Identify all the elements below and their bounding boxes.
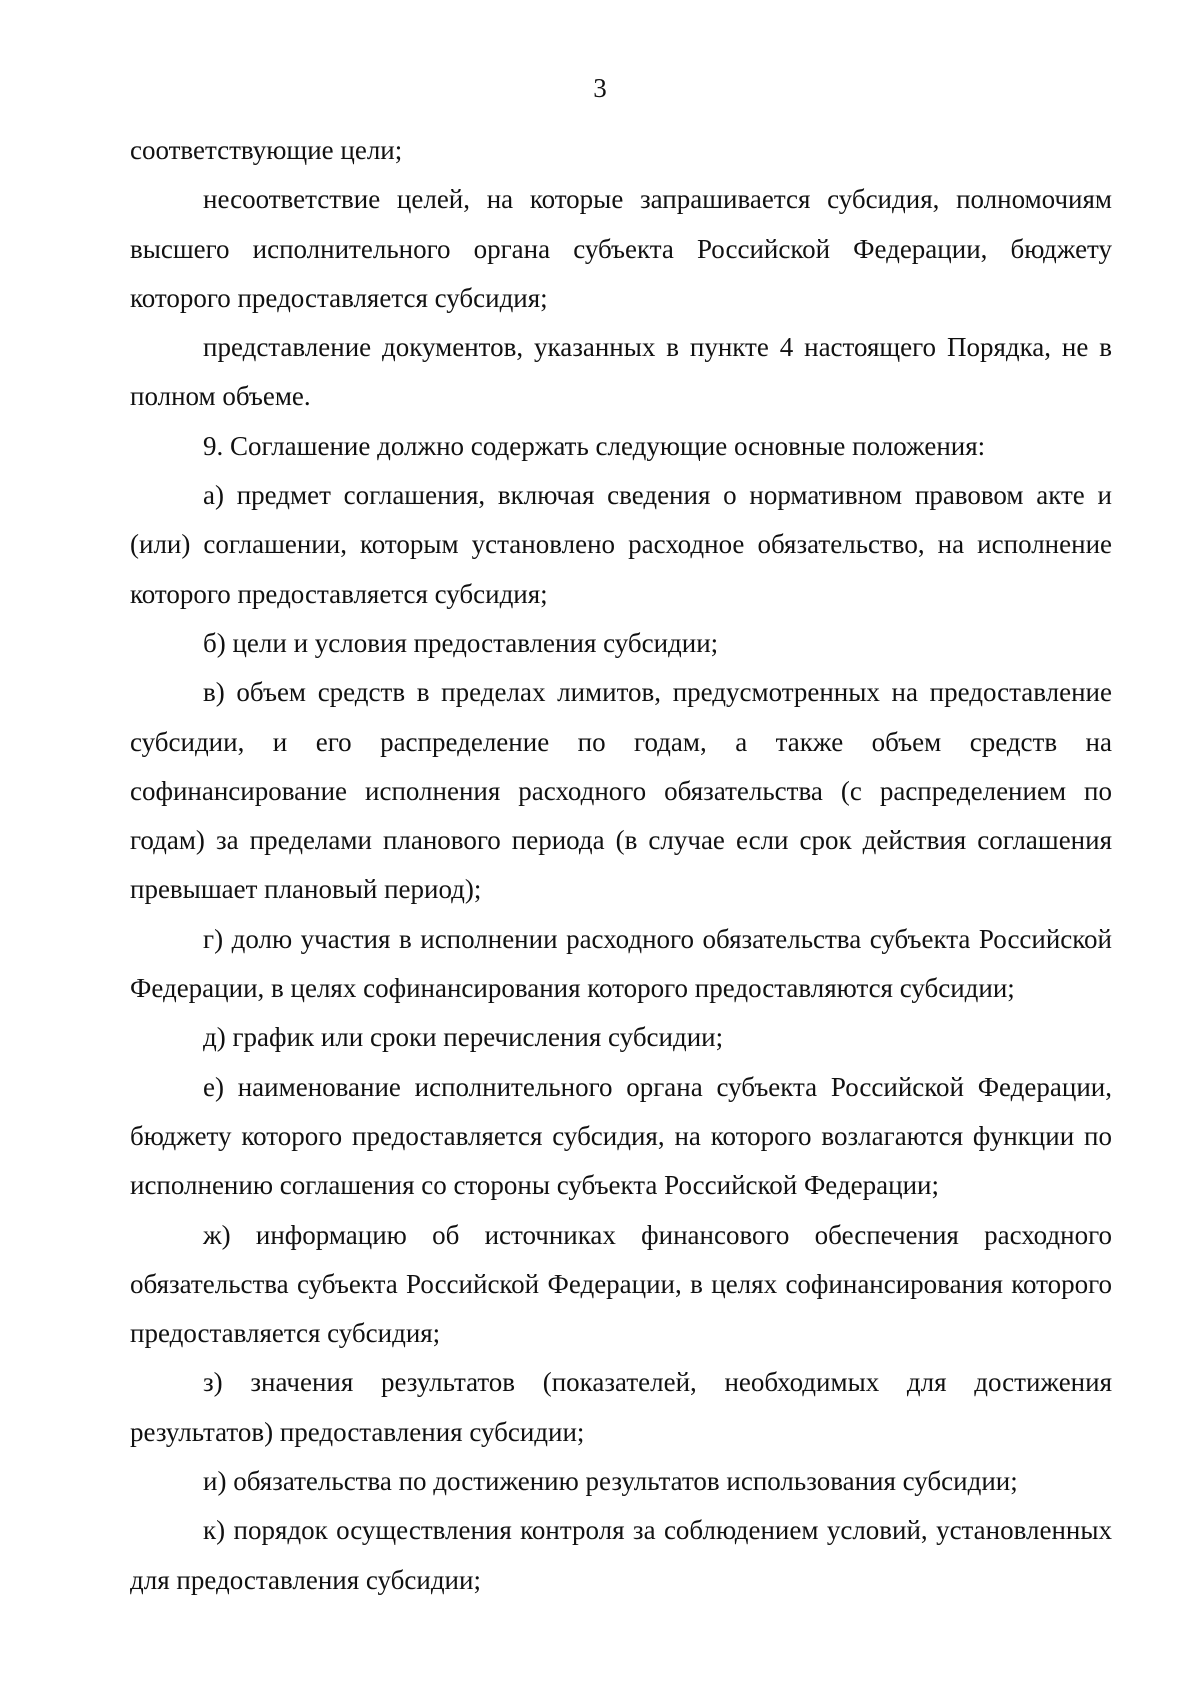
list-item-e: е) наименование исполнительного органа субъекта Российской Федерации, бюджету которого предоставляется субсидия, на которого возлагаются функции по исполнению соглашения со стороны субъекта Российской Федерации;: [130, 1071, 1112, 1201]
list-item-zh: ж) информацию об источниках финансового обеспечения расходного обязательства субъекта Российской Федерации, в целях софинансирования которого предоставляется субсидия;: [130, 1219, 1112, 1349]
list-item-v: в) объем средств в пределах лимитов, предусмотренных на предоставление субсидии, и его распределение по годам, а также объем средств на софинансирование исполнения расходного обязательства (с распределением по годам) за пределами планового периода (в случае если срок действия соглашения превышает плановый период);: [130, 677, 1112, 905]
document-body: [130, 126, 1112, 1605]
list-item-k: к) порядок осуществления контроля за соблюдением условий, установленных для предоставления субсидии;: [130, 1515, 1112, 1595]
list-item-b: б) цели и условия предоставления субсидии;: [203, 627, 719, 658]
list-item-d: д) график или сроки перечисления субсидии;: [203, 1022, 724, 1053]
list-item-g: г) долю участия в исполнении расходного обязательства субъекта Российской Федерации, в целях софинансирования которого предоставляются субсидии;: [130, 923, 1112, 1004]
paragraph-incomplete-documents: представление документов, указанных в пункте 4 настоящего Порядка, не в полном объеме.: [130, 332, 1112, 412]
page-number: 3: [593, 73, 607, 103]
list-item-z: з) значения результатов (показателей, необходимых для достижения результатов) предоставления субсидии;: [130, 1367, 1112, 1447]
list-item-a: а) предмет соглашения, включая сведения о нормативном правовом акте и (или) соглашении, которым установлено расходное обязательство, на исполнение которого предоставляется субсидия;: [130, 480, 1112, 609]
paragraph-goal-mismatch: несоответствие целей, на которые запрашивается субсидия, полномочиям высшего исполнительного органа субъекта Российской Федерации, бюджету которого предоставляется субсидия;: [130, 184, 1112, 313]
paragraph-continuation: соответствующие цели;: [130, 135, 403, 165]
paragraph-clause-9: 9. Соглашение должно содержать следующие основные положения:: [203, 430, 986, 461]
list-item-i: и) обязательства по достижению результатов использования субсидии;: [203, 1466, 1018, 1497]
